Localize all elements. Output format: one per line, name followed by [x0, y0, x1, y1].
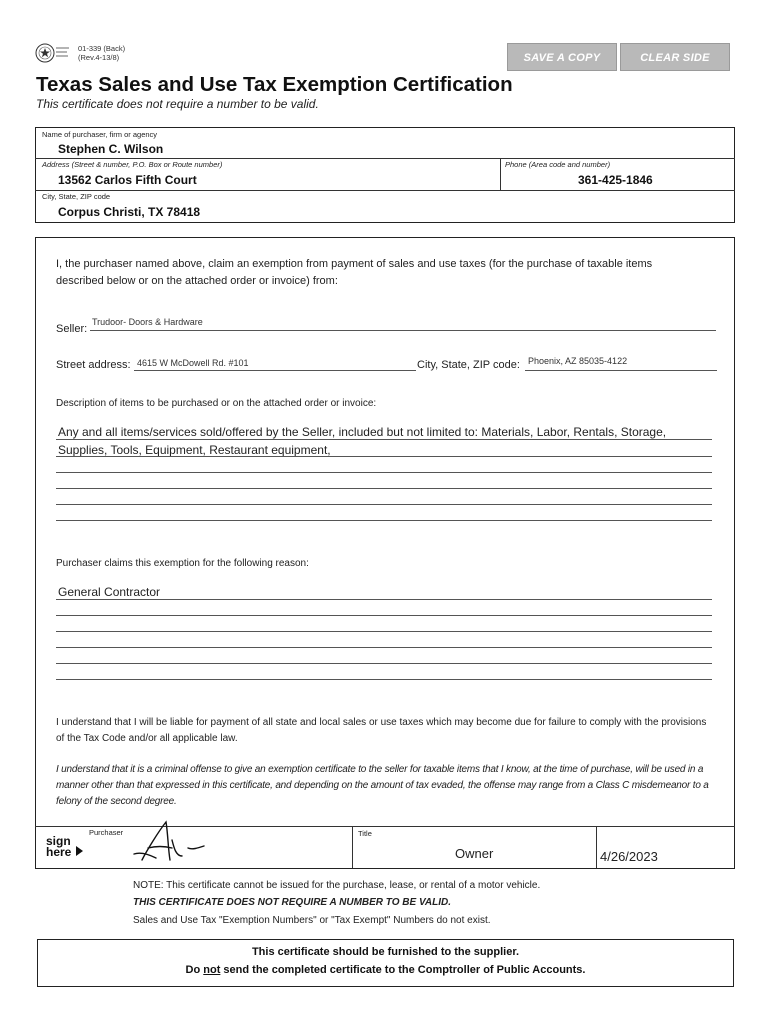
reason-rule: [56, 599, 712, 600]
do-not-send-instruction: [37, 964, 734, 976]
description-rule: [56, 472, 712, 473]
divider: [35, 190, 735, 191]
seller-line: [90, 330, 716, 331]
description-rule: [56, 456, 712, 457]
date-field[interactable]: 4/26/2023: [600, 849, 658, 864]
comptroller-seal-icon: [34, 42, 70, 64]
title-label: Title: [358, 829, 372, 838]
note-motor-vehicle: NOTE: This certificate cannot be issued for the purchase, lease, or rental of a motor vehicle.: [133, 880, 541, 891]
description-rule: [56, 520, 712, 521]
purchaser-city-label: City, State, ZIP code: [42, 192, 111, 201]
description-rule: [56, 488, 712, 489]
sign-word: sign: [46, 834, 71, 848]
purchaser-name-field[interactable]: Stephen C. Wilson: [58, 142, 164, 156]
form-number: 01-339 (Back): [78, 44, 126, 53]
not-emphasis: not: [203, 964, 221, 976]
description-label: Description of items to be purchased or on the attached order or invoice:: [56, 398, 377, 409]
description-rule: [56, 504, 712, 505]
divider: [500, 158, 501, 190]
clear-side-button[interactable]: CLEAR SIDE: [620, 43, 730, 71]
seller-city-field[interactable]: Phoenix, AZ 85035-4122: [528, 356, 628, 366]
purchaser-city-field[interactable]: Corpus Christi, TX 78418: [58, 205, 201, 219]
sign-here-marker: [46, 836, 71, 858]
arrow-right-icon: [76, 846, 84, 856]
reason-rule: [56, 615, 712, 616]
phone-label: Phone (Area code and number): [505, 160, 611, 169]
save-copy-button[interactable]: SAVE A COPY: [507, 43, 617, 71]
divider: [596, 826, 597, 868]
divider: [35, 158, 735, 159]
note-exemption-numbers: Sales and Use Tax "Exemption Numbers" or "Tax Exempt" Numbers do not exist.: [133, 915, 491, 926]
purchaser-name-label: Name of purchaser, firm or agency: [42, 130, 158, 139]
seller-street-label: Street address:: [56, 359, 131, 371]
seller-street-line: [134, 370, 416, 371]
seller-street-field[interactable]: 4615 W McDowell Rd. #101: [137, 358, 249, 368]
here-word: here: [46, 845, 72, 859]
phone-field[interactable]: 361-425-1846: [578, 173, 653, 187]
reason-field[interactable]: General Contractor: [58, 585, 161, 599]
purchaser-signature-label: Purchaser: [89, 828, 124, 837]
furnish-instruction: This certificate should be furnished to the supplier.: [251, 946, 520, 958]
description-line-2[interactable]: Supplies, Tools, Equipment, Restaurant equipment,: [58, 443, 331, 457]
divider: [352, 826, 353, 868]
description-rule: [56, 439, 712, 440]
reason-rule: [56, 631, 712, 632]
do-text: Do: [185, 964, 204, 976]
seller-field[interactable]: Trudoor- Doors & Hardware: [92, 317, 203, 327]
reason-rule: [56, 663, 712, 664]
form-title: Texas Sales and Use Tax Exemption Certification: [36, 73, 513, 96]
form-subtitle: This certificate does not require a number to be valid.: [36, 97, 319, 111]
reason-rule: [56, 647, 712, 648]
liability-statement: I understand that I will be liable for payment of all state and local sales or use taxes which may become due for failure to comply with the provisions of the Tax Code and/or all applicable law.: [56, 717, 707, 744]
form-number-block: [78, 44, 125, 62]
seller-city-line: [525, 370, 717, 371]
purchaser-signature[interactable]: [128, 818, 208, 866]
seller-city-label: City, State, ZIP code:: [417, 359, 520, 371]
note-no-number: THIS CERTIFICATE DOES NOT REQUIRE A NUMBER TO BE VALID.: [133, 897, 451, 908]
title-field[interactable]: Owner: [455, 846, 494, 861]
offense-statement: I understand that it is a criminal offense to give an exemption certificate to the seller for taxable items that I know, at the time of purchase, will be used in a manner other than that expressed in this certificate, and depending on the amount of tax evaded, the offense may range from a Class C misdemeanor to a felony of the second degree.: [56, 764, 709, 807]
purchaser-address-label: Address (Street & number, P.O. Box or Route number): [42, 160, 223, 169]
description-line-1[interactable]: Any and all items/services sold/offered by the Seller, included but not limited to: Materials, Labor, Rentals, Storage,: [58, 425, 667, 439]
reason-label: Purchaser claims this exemption for the following reason:: [56, 558, 309, 569]
form-revision: (Rev.4-13/8): [78, 53, 120, 62]
claim-intro: I, the purchaser named above, claim an exemption from payment of sales and use taxes (for the purchase of taxable items described below or on the attached order or invoice) from:: [56, 258, 653, 287]
reason-rule: [56, 679, 712, 680]
seller-label: Seller:: [56, 323, 88, 335]
purchaser-address-field[interactable]: 13562 Carlos Fifth Court: [58, 173, 197, 187]
send-text: send the completed certificate to the Comptroller of Public Accounts.: [220, 964, 586, 976]
